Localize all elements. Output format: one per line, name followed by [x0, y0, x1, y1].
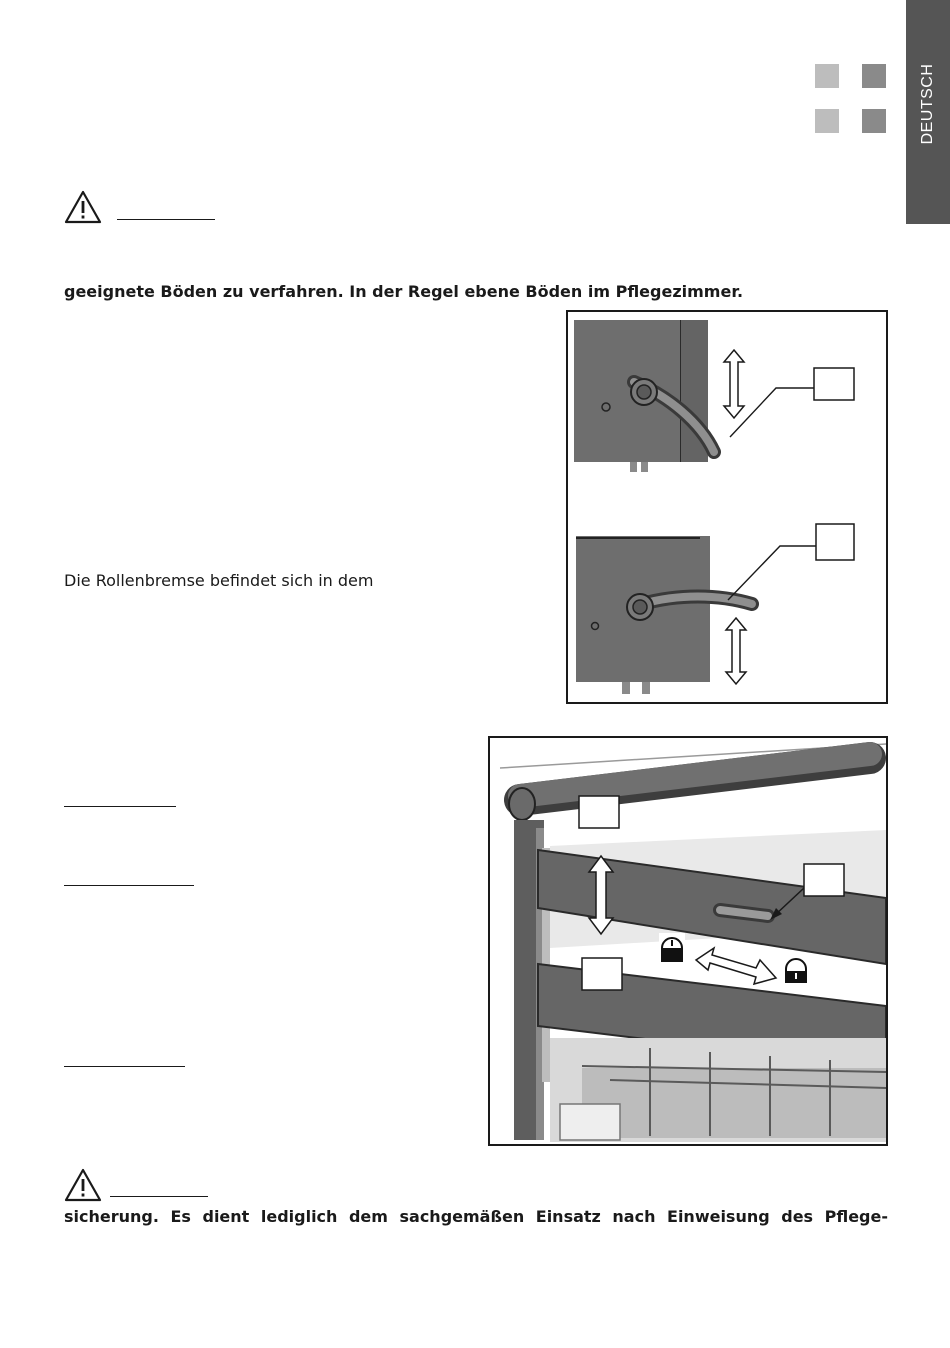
lever-down-view [576, 524, 854, 694]
bottom-warning-text: sicherung. Es dient lediglich dem sachgemäßen Einsatz nach Einweisung des Pflege- [64, 1207, 888, 1226]
section-underline [64, 1066, 185, 1067]
decor-square [815, 64, 839, 88]
decor-square [862, 109, 886, 133]
brake-text: Die Rollenbremse befindet sich in dem [64, 571, 374, 590]
warning-triangle-icon [64, 1168, 102, 1202]
padlock-open-icon [659, 933, 685, 963]
section-underline [64, 885, 194, 886]
lever-up-view [574, 320, 854, 472]
brake-lever-figure [566, 310, 888, 704]
language-tab-label: DEUTSCH [919, 63, 936, 145]
heading-underline [117, 219, 215, 220]
section-underline [64, 806, 176, 807]
language-tab [906, 0, 950, 224]
warning-triangle-icon [64, 190, 102, 224]
side-rail-figure [488, 736, 888, 1146]
padlock-closed-icon [783, 954, 809, 984]
heading-underline [110, 1196, 208, 1197]
decor-square [815, 109, 839, 133]
floors-text: geeignete Böden zu verfahren. In der Regel ebene Böden im Pflegezimmer. [64, 282, 744, 301]
decor-square [862, 64, 886, 88]
